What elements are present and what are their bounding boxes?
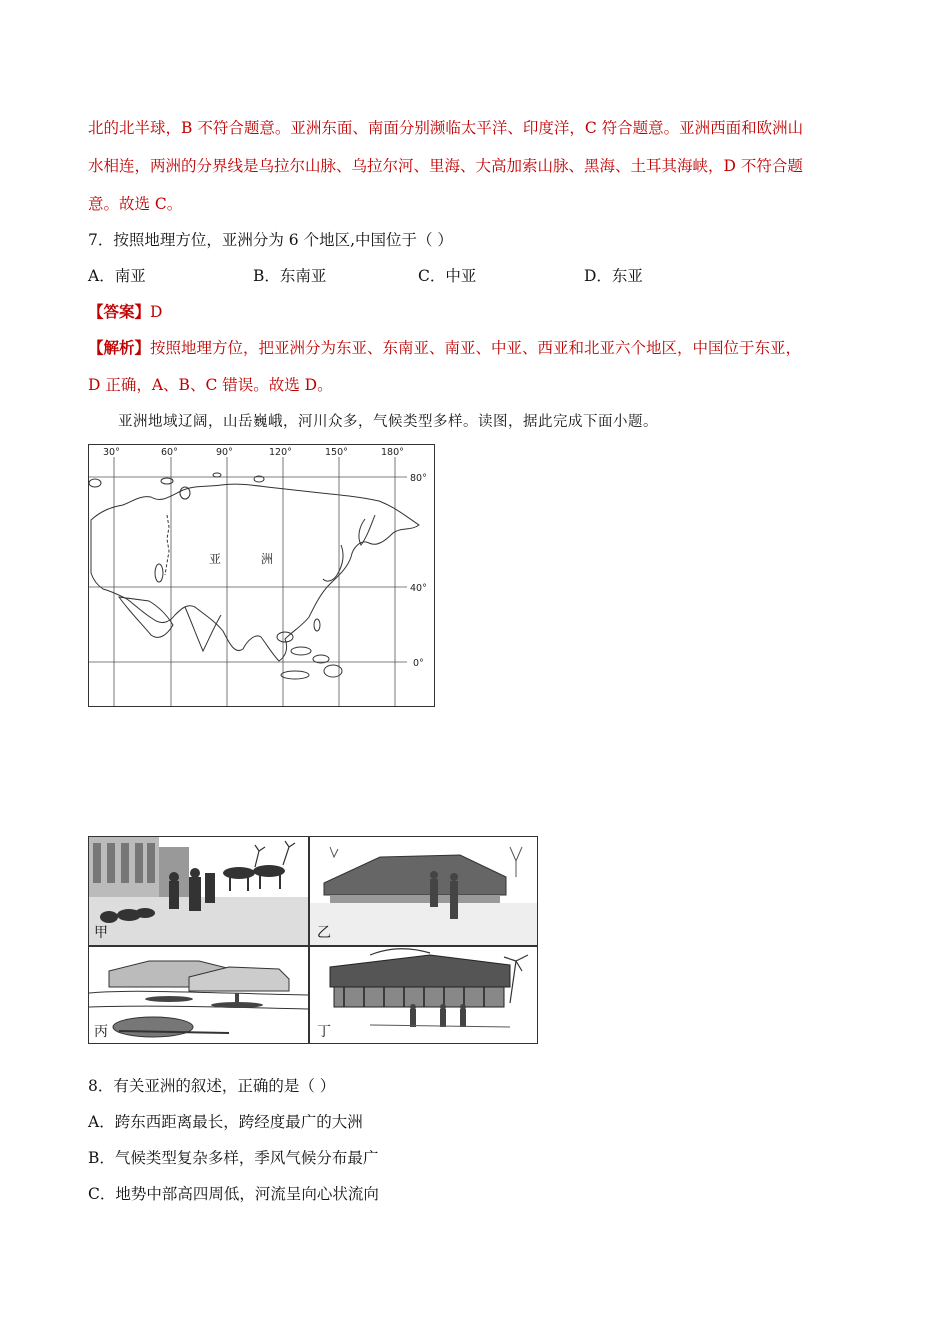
question-7-analysis-line-2: D 正确，A、B、C 错误。故选 D。 bbox=[88, 376, 333, 394]
longitude-label: 150° bbox=[325, 447, 348, 458]
analysis-tag: 【解析】 bbox=[88, 338, 151, 357]
longitude-label: 60° bbox=[161, 447, 178, 458]
analysis-text: 按照地理方位，把亚洲分为东亚、东南亚、南亚、中亚、西亚和北亚六个地区，中国位于东亚， bbox=[150, 339, 802, 357]
explanation-line-3: 意。故选 C。 bbox=[88, 195, 183, 213]
question-7-option-b: B．东南亚 bbox=[253, 267, 327, 285]
photo-grid bbox=[88, 836, 538, 1044]
question-7-answer bbox=[88, 302, 162, 322]
photo-label-jia: 甲 bbox=[94, 925, 108, 941]
asia-map bbox=[88, 444, 435, 707]
map-grid bbox=[89, 457, 407, 706]
photo-label-yi: 乙 bbox=[317, 925, 331, 941]
kamchatka bbox=[359, 515, 375, 545]
longitude-label: 30° bbox=[103, 447, 120, 458]
material-intro: 亚洲地域辽阔，山岳巍峨，河川众多，气候类型多样。读图，据此完成下面小题。 bbox=[118, 414, 658, 430]
photo-label-bing: 丙 bbox=[94, 1024, 108, 1040]
question-8-option-a: A．跨东西距离最长，跨经度最广的大洲 bbox=[88, 1113, 363, 1131]
latitude-label: 80° bbox=[410, 473, 427, 484]
ural-boundary bbox=[165, 515, 169, 575]
longitude-label: 180° bbox=[381, 447, 404, 458]
longitude-label: 120° bbox=[269, 447, 292, 458]
answer-value: D bbox=[150, 303, 163, 321]
photo-bing bbox=[89, 947, 308, 1043]
photo-jia bbox=[89, 837, 308, 945]
question-7-option-a: A．南亚 bbox=[88, 267, 146, 285]
question-8-option-b: B．气候类型复杂多样，季风气候分布最广 bbox=[88, 1149, 379, 1167]
answer-tag: 【答案】 bbox=[88, 302, 151, 321]
eurasia-outline bbox=[91, 484, 419, 661]
question-7-option-c: C．中亚 bbox=[418, 267, 477, 285]
question-7-stem: 7．按照地理方位，亚洲分为 6 个地区,中国位于（ ） bbox=[88, 231, 453, 249]
photo-ding bbox=[310, 947, 537, 1043]
explanation-line-2: 水相连，两洲的分界线是乌拉尔山脉、乌拉尔河、里海、大高加索山脉、黑海、土耳其海峡，D 不符合题 bbox=[88, 157, 803, 175]
question-7-analysis-line-1 bbox=[88, 338, 801, 358]
caspian-sea bbox=[155, 564, 163, 582]
explanation-line-1: 北的北半球，B 不符合题意。亚洲东面、南面分别濒临太平洋、印度洋，C 符合题意。亚洲西面和欧洲山 bbox=[88, 119, 804, 137]
latitude-label: 0° bbox=[413, 658, 424, 669]
asia-label: 亚 bbox=[209, 552, 222, 566]
arabian-peninsula bbox=[119, 597, 173, 637]
latitude-label: 40° bbox=[410, 583, 427, 594]
photo-yi bbox=[310, 837, 537, 945]
japan-islands bbox=[323, 545, 343, 581]
question-7-option-d: D．东亚 bbox=[584, 267, 643, 285]
question-8-stem: 8．有关亚洲的叙述，正确的是（ ） bbox=[88, 1077, 336, 1095]
longitude-label: 90° bbox=[216, 447, 233, 458]
question-8-option-c: C．地势中部高四周低，河流呈向心状流向 bbox=[88, 1185, 379, 1203]
asia-map-drawing bbox=[89, 445, 434, 706]
photo-label-ding: 丁 bbox=[317, 1024, 331, 1040]
asia-label: 洲 bbox=[261, 552, 274, 566]
